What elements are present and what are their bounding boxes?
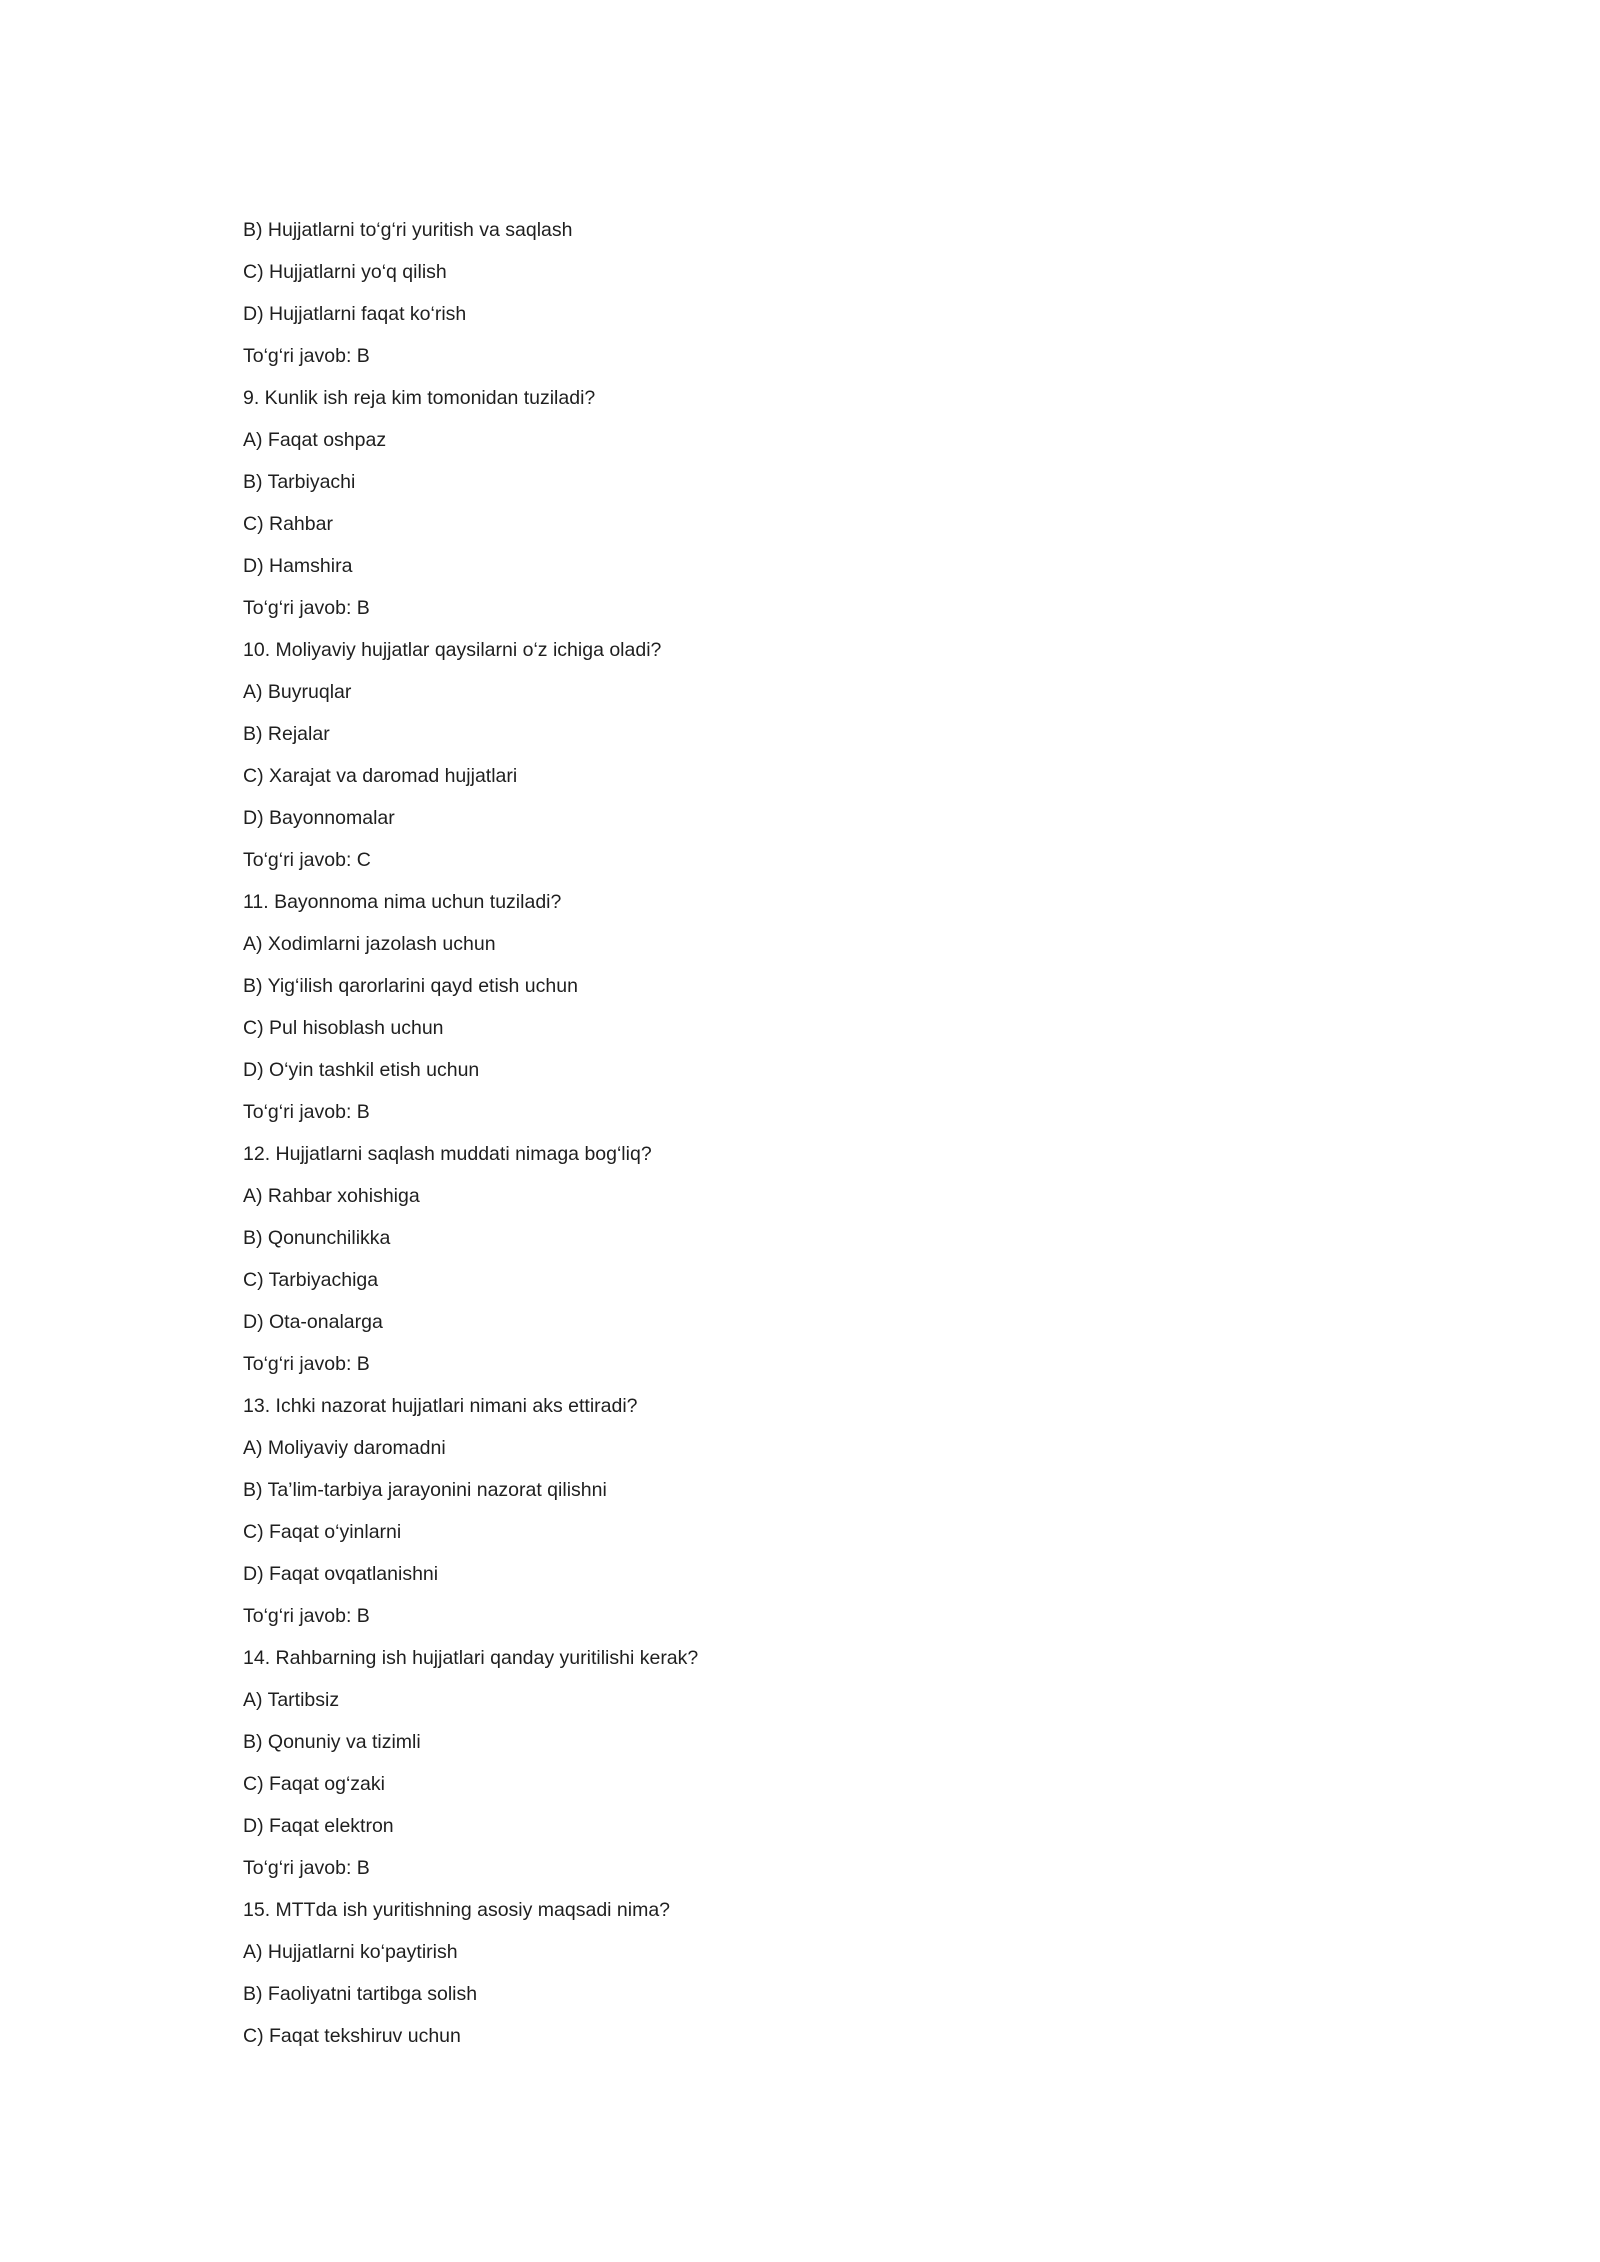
question-9-block (243, 377, 1343, 629)
question-10-title: 10. Moliyaviy hujjatlar qaysilarni o‘z ichiga oladi? (243, 639, 662, 661)
question-9-option-d: D) Hamshira (243, 555, 353, 577)
question-11-answer: To‘g‘ri javob: B (243, 1101, 370, 1123)
question-13-block (243, 1385, 1343, 1637)
question-11-option-a: A) Xodimlarni jazolash uchun (243, 933, 496, 955)
question-10-option-a: A) Buyruqlar (243, 681, 352, 703)
question-14-option-a: A) Tartibsiz (243, 1689, 340, 1711)
question-12-answer: To‘g‘ri javob: B (243, 1353, 370, 1375)
question-8-option-c: C) Hujjatlarni yo‘q qilish (243, 261, 447, 283)
question-14-title: 14. Rahbarning ish hujjatlari qanday yuritilishi kerak? (243, 1647, 699, 1669)
question-14-option-b: B) Qonuniy va tizimli (243, 1731, 421, 1753)
question-11-option-b: B) Yig‘ilish qarorlarini qayd etish uchun (243, 975, 578, 997)
question-10-option-d: D) Bayonnomalar (243, 807, 395, 829)
question-15-option-a: A) Hujjatlarni ko‘paytirish (243, 1941, 458, 1963)
question-9-answer: To‘g‘ri javob: B (243, 597, 370, 619)
question-14-block (243, 1637, 1343, 1889)
question-14-option-d: D) Faqat elektron (243, 1815, 394, 1837)
question-10-block (243, 629, 1343, 881)
question-8-continuation (243, 209, 1343, 377)
question-14-answer: To‘g‘ri javob: B (243, 1857, 370, 1879)
question-9-option-c: C) Rahbar (243, 513, 333, 535)
question-12-title: 12. Hujjatlarni saqlash muddati nimaga bog‘liq? (243, 1143, 652, 1165)
question-9-title: 9. Kunlik ish reja kim tomonidan tuziladi? (243, 387, 596, 409)
question-11-title: 11. Bayonnoma nima uchun tuziladi? (243, 891, 562, 913)
question-12-block (243, 1133, 1343, 1385)
question-13-answer: To‘g‘ri javob: B (243, 1605, 370, 1627)
question-13-option-b: B) Ta’lim-tarbiya jarayonini nazorat qilishni (243, 1479, 607, 1501)
question-11-option-c: C) Pul hisoblash uchun (243, 1017, 444, 1039)
document-page (243, 209, 1343, 2057)
question-15-option-c: C) Faqat tekshiruv uchun (243, 2025, 461, 2047)
question-13-option-d: D) Faqat ovqatlanishni (243, 1563, 439, 1585)
question-12-option-b: B) Qonunchilikka (243, 1227, 391, 1249)
question-13-option-c: C) Faqat o‘yinlarni (243, 1521, 402, 1543)
question-12-option-a: A) Rahbar xohishiga (243, 1185, 420, 1207)
question-11-option-d: D) O‘yin tashkil etish uchun (243, 1059, 480, 1081)
question-15-option-b: B) Faoliyatni tartibga solish (243, 1983, 478, 2005)
question-15-title: 15. MTTda ish yuritishning asosiy maqsadi nima? (243, 1899, 671, 1921)
question-8-option-b: B) Hujjatlarni to‘g‘ri yuritish va saqlash (243, 219, 573, 241)
question-12-option-c: C) Tarbiyachiga (243, 1269, 379, 1291)
question-14-option-c: C) Faqat og‘zaki (243, 1773, 385, 1795)
question-10-option-b: B) Rejalar (243, 723, 330, 745)
question-13-option-a: A) Moliyaviy daromadni (243, 1437, 446, 1459)
question-13-title: 13. Ichki nazorat hujjatlari nimani aks ettiradi? (243, 1395, 638, 1417)
question-15-block (243, 1889, 1343, 2057)
question-11-block (243, 881, 1343, 1133)
question-9-option-a: A) Faqat oshpaz (243, 429, 387, 451)
question-12-option-d: D) Ota-onalarga (243, 1311, 383, 1333)
question-8-answer: To‘g‘ri javob: B (243, 345, 370, 367)
question-10-answer: To‘g‘ri javob: C (243, 849, 371, 871)
question-10-option-c: C) Xarajat va daromad hujjatlari (243, 765, 518, 787)
question-8-option-d: D) Hujjatlarni faqat ko‘rish (243, 303, 467, 325)
question-9-option-b: B) Tarbiyachi (243, 471, 356, 493)
